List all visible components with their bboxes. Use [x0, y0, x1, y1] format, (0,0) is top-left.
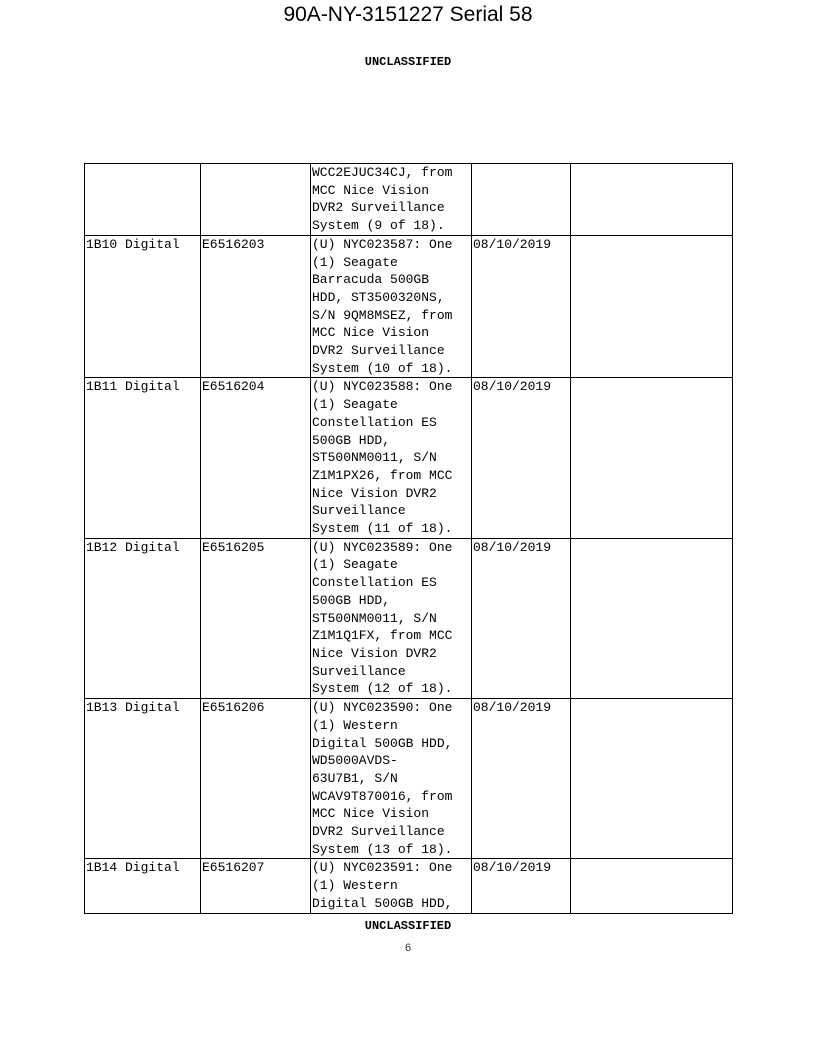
notes-cell — [571, 235, 733, 378]
description-cell: (U) NYC023589: One (1) Seagate Constellation ES 500GB HDD, ST500NM0011, S/N Z1M1Q1FX, from MCC Nice Vision DVR2 Surveillance System (12 of 18). — [311, 538, 472, 698]
barcode-cell: E6516207 — [201, 859, 311, 913]
barcode-cell: E6516205 — [201, 538, 311, 698]
date-cell — [472, 164, 571, 236]
date-cell: 08/10/2019 — [472, 859, 571, 913]
item-cell: 1B12 Digital — [85, 538, 201, 698]
item-cell: 1B10 Digital — [85, 235, 201, 378]
classification-marking-bottom: UNCLASSIFIED — [364, 919, 452, 933]
barcode-cell: E6516204 — [201, 378, 311, 538]
page-number: 6 — [404, 943, 412, 955]
table-row — [85, 859, 733, 913]
evidence-table-body — [85, 164, 733, 914]
item-cell — [85, 164, 201, 236]
date-cell: 08/10/2019 — [472, 538, 571, 698]
date-cell: 08/10/2019 — [472, 235, 571, 378]
barcode-cell: E6516206 — [201, 699, 311, 859]
description-cell: (U) NYC023588: One (1) Seagate Constellation ES 500GB HDD, ST500NM0011, S/N Z1M1PX26, from MCC Nice Vision DVR2 Surveillance System (11 of 18). — [311, 378, 472, 538]
table-row — [85, 235, 733, 378]
item-cell: 1B13 Digital — [85, 699, 201, 859]
document-header-title: 90A-NY-3151227 Serial 58 — [283, 3, 533, 26]
table-row — [85, 378, 733, 538]
table-row — [85, 164, 733, 236]
date-cell: 08/10/2019 — [472, 378, 571, 538]
notes-cell — [571, 859, 733, 913]
notes-cell — [571, 164, 733, 236]
description-cell: (U) NYC023591: One (1) Western Digital 500GB HDD, — [311, 859, 472, 913]
table-row — [85, 538, 733, 698]
notes-cell — [571, 699, 733, 859]
classification-marking-top: UNCLASSIFIED — [364, 55, 452, 69]
item-cell: 1B14 Digital — [85, 859, 201, 913]
description-cell: (U) NYC023590: One (1) Western Digital 500GB HDD, WD5000AVDS- 63U7B1, S/N WCAV9T870016, from MCC Nice Vision DVR2 Surveillance System (13 of 18). — [311, 699, 472, 859]
date-cell: 08/10/2019 — [472, 699, 571, 859]
barcode-cell: E6516203 — [201, 235, 311, 378]
item-cell: 1B11 Digital — [85, 378, 201, 538]
description-cell: (U) NYC023587: One (1) Seagate Barracuda 500GB HDD, ST3500320NS, S/N 9QM8MSEZ, from MCC Nice Vision DVR2 Surveillance System (10 of 18). — [311, 235, 472, 378]
description-cell: WCC2EJUC34CJ, from MCC Nice Vision DVR2 Surveillance System (9 of 18). — [311, 164, 472, 236]
table-row — [85, 699, 733, 859]
notes-cell — [571, 378, 733, 538]
evidence-table — [84, 163, 733, 914]
notes-cell — [571, 538, 733, 698]
barcode-cell — [201, 164, 311, 236]
